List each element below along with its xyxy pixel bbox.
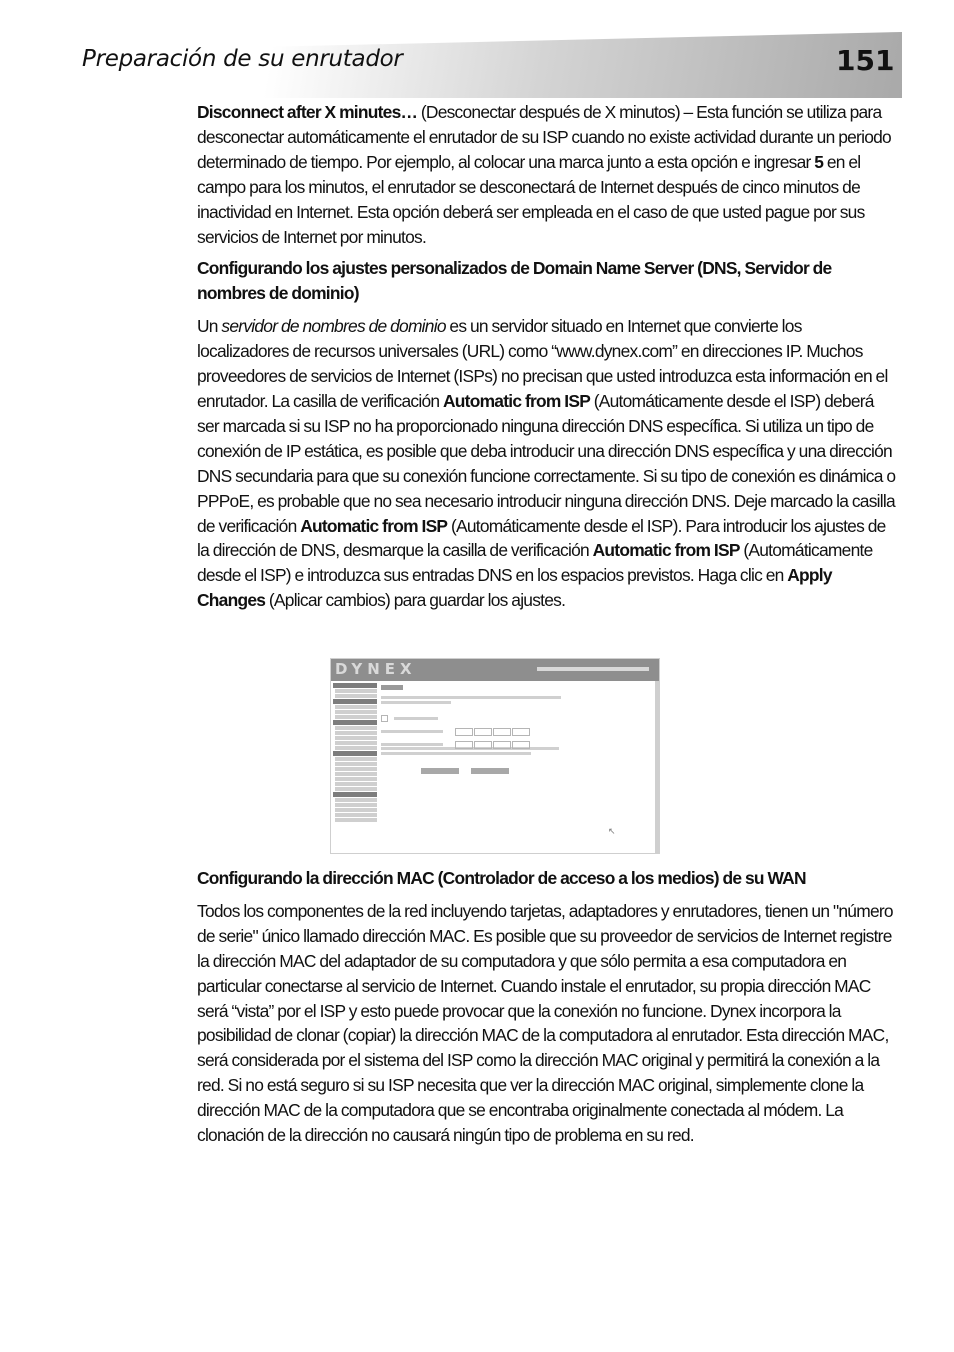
screenshot-sidebar bbox=[333, 683, 377, 851]
page-content-lower bbox=[197, 866, 897, 1148]
bold-number: 5 bbox=[814, 151, 824, 172]
bold-apply-changes: Apply Changes bbox=[197, 565, 832, 611]
text: (Aplicar cambios) para guardar los ajustes. bbox=[265, 590, 566, 611]
page-number: 151 bbox=[836, 44, 895, 77]
bold-automatic: Automatic from ISP bbox=[592, 540, 740, 561]
paragraph-disconnect bbox=[197, 100, 897, 249]
heading-dns: Configurando los ajustes personalizados de Domain Name Server (DNS, Servidor de nombres de dominio) bbox=[197, 258, 832, 304]
cursor-icon: ↖ bbox=[608, 827, 616, 837]
screenshot-scrollbar bbox=[655, 681, 659, 853]
heading-mac: Configurando la dirección MAC (Controlador de acceso a los medios) de su WAN bbox=[197, 868, 806, 888]
dynex-logo: DYNEX bbox=[335, 660, 417, 678]
screenshot-header bbox=[331, 659, 659, 681]
text: (Desconectar después de X minutos) – Esta función se utiliza para desconectar automáticamente el enrutador de su ISP cuando no existe actividad durante un periodo determinado de tiempo. Por ejemplo, al colocar una marca junto a esta opción e ingresar bbox=[197, 102, 891, 172]
text: es un servidor situado en Internet que convierte los localizadores de recursos universales (URL) como “www.dynex.com” en direcciones IP. Muchos proveedores de servicios de Internet (ISPs) no precisan que usted introduzca esta información en el enrutador. La casilla de verificación bbox=[197, 316, 888, 411]
text: Un bbox=[197, 316, 222, 337]
screenshot-header-links bbox=[537, 667, 649, 671]
page-header-title: Preparación de su enrutador bbox=[82, 46, 403, 72]
paragraph-mac: Todos los componentes de la red incluyendo tarjetas, adaptadores y enrutadores, tienen un "número de serie" único llamado dirección MAC. Es posible que su proveedor de servicios de Internet registre la dirección MAC del adaptador de su computadora y que sólo permita a esa computadora en particular conectarse al servicio de Internet. Cuando instale el enrutador, su propia dirección MAC será “vista” por el ISP y esto puede provocar que la conexión no funcione. Dynex incorpora la posibilidad de clonar (copiar) la dirección MAC de la computadora al enrutador. Esta dirección MAC, será considerada por el sistema del ISP como la dirección MAC original y permitirá la conexión a la red. Si no está seguro si su ISP necesita que ver la dirección MAC original, simplemente clone la dirección MAC de la computadora que se encontraba originalmente conectada al módem. La clonación de la dirección no causará ningún tipo de problema en su red. bbox=[197, 900, 893, 1146]
bold-automatic: Automatic from ISP bbox=[442, 390, 591, 411]
page-content bbox=[197, 100, 897, 613]
screenshot-main bbox=[381, 685, 651, 845]
text: (Automáticamente desde el ISP) deberá ser marcada si su ISP no ha proporcionado ninguna dirección DNS específica. Si utiliza un tipo de conexión de IP estática, es posible que deba introducir una dirección DNS específica y una dirección DNS secundaria para que su conexión funcione correctamente. Si su tipo de conexión es dinámica o PPPoE, es probable que no sea necesario introducir ninguna dirección DNS. Deje marcado la casilla de verificación bbox=[197, 390, 896, 536]
router-dns-screenshot bbox=[330, 658, 660, 854]
term-disconnect: Disconnect after X minutes… bbox=[197, 102, 418, 122]
text: en el campo para los minutos, el enrutador se desconectará de Internet después de cinco minutos de inactividad en Internet. Esta opción deberá ser empleada en el caso de que usted pague por sus servicios de Internet por minutos. bbox=[197, 151, 865, 247]
term-italic: servidor de nombres de dominio bbox=[221, 316, 446, 337]
paragraph-dns bbox=[197, 314, 897, 613]
text: (Automáticamente desde el ISP) e introduzca sus entradas DNS en los espacios previstos. Haga clic en bbox=[197, 540, 873, 586]
text: (Automáticamente desde el ISP). Para introducir los ajustes de la dirección de DNS, desmarque la casilla de verificación bbox=[197, 515, 886, 561]
bold-automatic: Automatic from ISP bbox=[300, 515, 448, 536]
